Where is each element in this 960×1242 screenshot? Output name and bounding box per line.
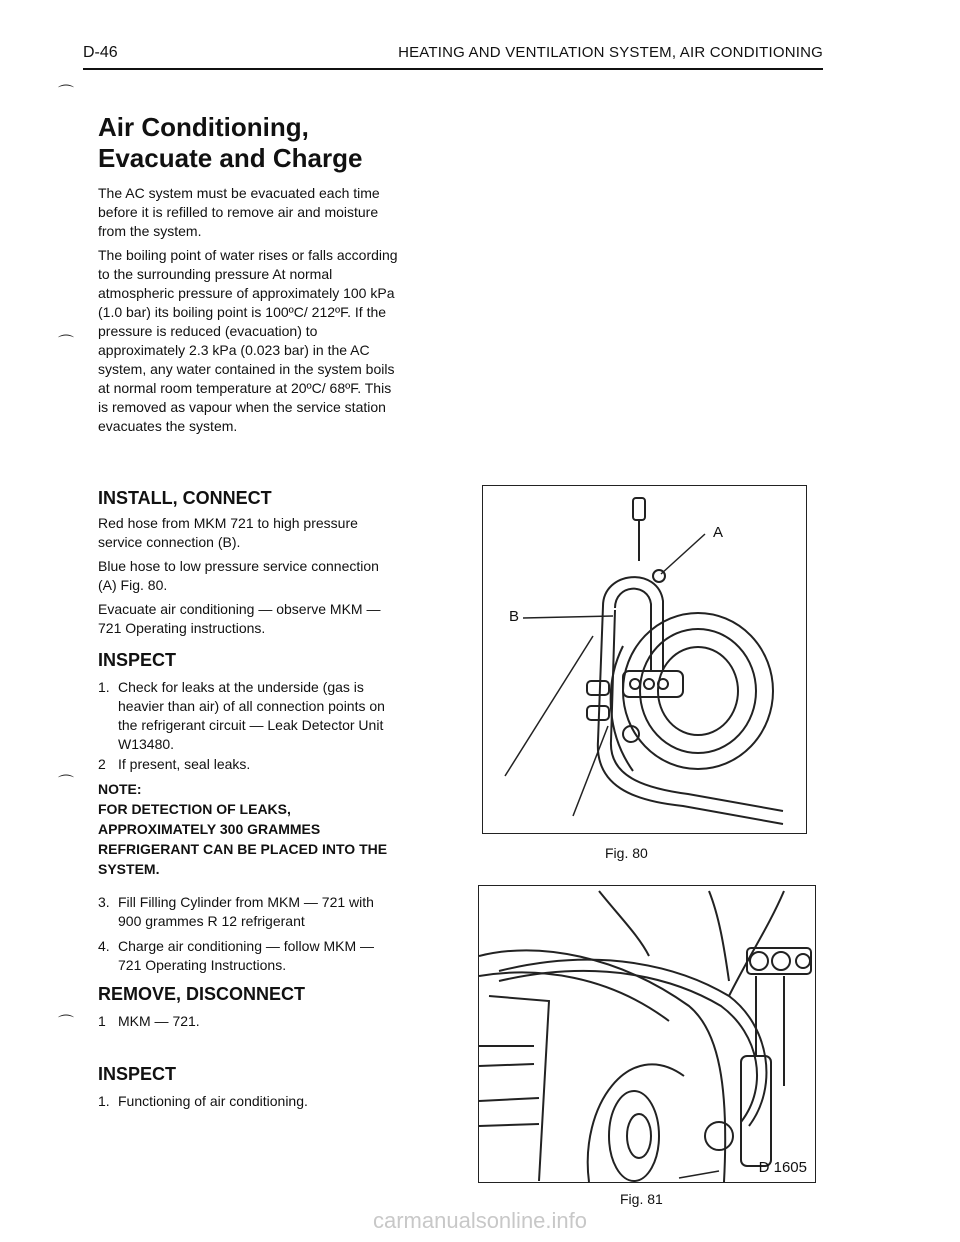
- note-text: FOR DETECTION OF LEAKS, APPROXIMATELY 300 GRAMMES REFRIGERANT CAN BE PLACED INTO THE SYSTEM.: [98, 801, 388, 877]
- intro-paragraph: The AC system must be evacuated each time before it is refilled to remove air and moisture from the system.: [98, 185, 380, 239]
- item-text: Fill Filling Cylinder from MKM — 721 with 900 grammes R 12 refrigerant: [118, 894, 374, 929]
- service-station-illustration: [479, 886, 815, 1182]
- figure-81: [478, 885, 816, 1183]
- item-number: 3.: [98, 894, 110, 910]
- margin-mark: ⌒: [58, 85, 75, 102]
- margin-mark: ⌒: [58, 775, 75, 792]
- list-item: [98, 893, 398, 931]
- watermark: carmanualsonline.info: [372, 1208, 588, 1233]
- section-heading-inspect: INSPECT: [98, 1064, 177, 1084]
- figure-code: D 1605: [758, 1159, 807, 1176]
- section-heading-inspect: INSPECT: [98, 650, 177, 670]
- item-text: Charge air conditioning — follow MKM — 721 Operating Instructions.: [118, 938, 374, 973]
- figure-80-caption: Fig. 80: [605, 845, 648, 861]
- section-title: HEATING AND VENTILATION SYSTEM, AIR CONDITIONING: [398, 44, 823, 61]
- figure-81-caption: Fig. 81: [620, 1191, 663, 1207]
- item-number: 4.: [98, 938, 110, 954]
- figure-80: [482, 485, 807, 834]
- compressor-illustration: [483, 486, 806, 833]
- list-item: [98, 937, 398, 975]
- install-line: Evacuate air conditioning — observe MKM — 721 Operating instructions.: [98, 601, 381, 636]
- list-item: [98, 1092, 398, 1111]
- page-number: D-46: [83, 44, 118, 61]
- list-item: [98, 755, 398, 774]
- label-b: B: [509, 608, 520, 625]
- item-number: 1.: [98, 1093, 110, 1109]
- label-a: A: [713, 524, 724, 541]
- list-item: [98, 1012, 398, 1031]
- item-text: MKM — 721.: [118, 1013, 200, 1029]
- header-rule: [83, 68, 823, 70]
- item-number: 2: [98, 756, 106, 772]
- section-heading-remove: REMOVE, DISCONNECT: [98, 984, 306, 1004]
- item-text: Check for leaks at the underside (gas is heavier than air) of all connection points on the refrigerant circuit — Leak Detector Unit W13480.: [118, 679, 385, 752]
- install-line: Blue hose to low pressure service connection (A) Fig. 80.: [98, 558, 379, 593]
- item-number: 1: [98, 1013, 106, 1029]
- section-heading-install: INSTALL, CONNECT: [98, 488, 272, 508]
- intro-paragraph: The boiling point of water rises or falls according to the surrounding pressure At normal atmospheric pressure of approximately 100 kPa (1.0 bar) its boiling point is 100ºC/ 212ºF. If the pressure is reduced (evacuation) to approximately 2.3 kPa (0.023 bar) in the AC system, any water contained in the system boils at normal room temperature at 20ºC/ 68ºF. This is removed as vapour when the service station evacuates the system.: [98, 247, 398, 434]
- item-text: Functioning of air conditioning.: [118, 1093, 308, 1109]
- page-title: Air Conditioning, Evacuate and Charge: [98, 112, 363, 173]
- install-line: Red hose from MKM 721 to high pressure service connection (B).: [98, 515, 358, 550]
- item-text: If present, seal leaks.: [118, 756, 251, 772]
- margin-mark: ⌒: [58, 1015, 75, 1032]
- margin-mark: ⌒: [58, 335, 75, 352]
- note-label: NOTE:: [98, 781, 142, 797]
- item-number: 1.: [98, 679, 110, 695]
- list-item: [98, 678, 398, 754]
